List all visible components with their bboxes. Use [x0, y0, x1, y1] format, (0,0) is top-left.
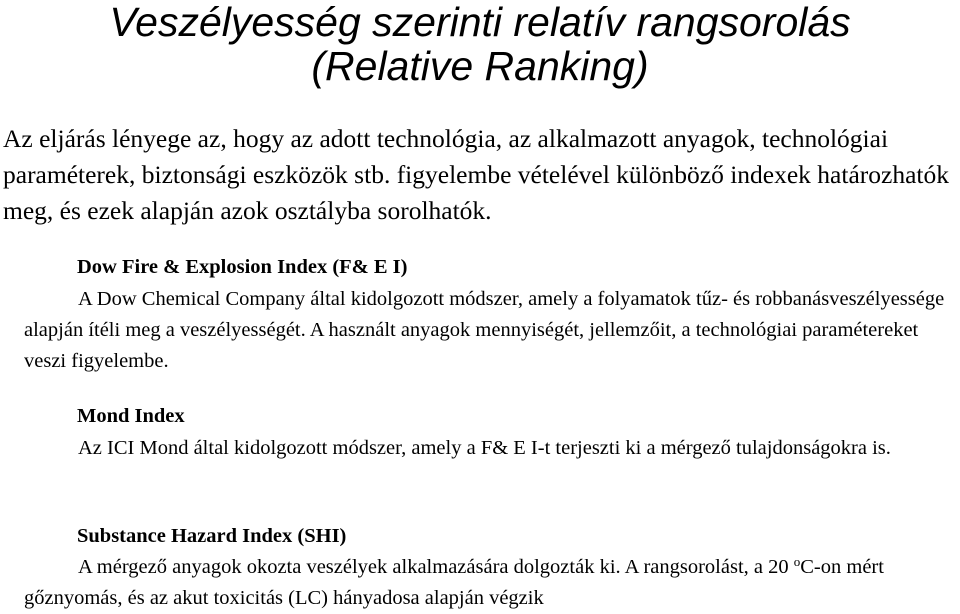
shi-heading: Substance Hazard Index (SHI): [77, 525, 347, 547]
degree-mark: o: [793, 554, 801, 569]
page-title: [0, 0, 960, 88]
dow-index-body: A Dow Chemical Company által kidolgozott módszer, amely a folyamatok tűz- és robbanásveszélyessége alapján ítéli meg a veszélyességét. A használt anyagok mennyiségét, jellemzőit, a technológiai paramétereket veszi figyelembe.: [24, 288, 945, 372]
dow-index-heading: Dow Fire & Explosion Index (F& E I): [77, 256, 408, 278]
shi-body-part-2: C-on mért gőznyomás, és az akut toxicitás (LC) hányadosa alapján végzik: [24, 556, 884, 609]
page-title-line-2: (Relative Ranking): [311, 43, 649, 89]
page-title-line-1: Veszélyesség szerinti relatív rangsorolás: [109, 0, 851, 45]
intro-paragraph: Az eljárás lényege az, hogy az adott technológia, az alkalmazott anyagok, technológiai paraméterek, biztonsági eszközök stb. figyelembe vételével különböző indexek határozhatók meg, és ezek alapján azok osztályba sorolhatók.: [3, 124, 949, 225]
shi-body: [24, 552, 954, 614]
mond-index-heading: Mond Index: [77, 405, 185, 427]
shi-body-part-1: A mérgező anyagok okozta veszélyek alkalmazására dolgozták ki. A rangsorolást, a 20: [78, 556, 789, 578]
mond-index-body: Az ICI Mond által kidolgozott módszer, amely a F& E I-t terjeszti ki a mérgező tulajdonságokra is.: [78, 437, 891, 459]
